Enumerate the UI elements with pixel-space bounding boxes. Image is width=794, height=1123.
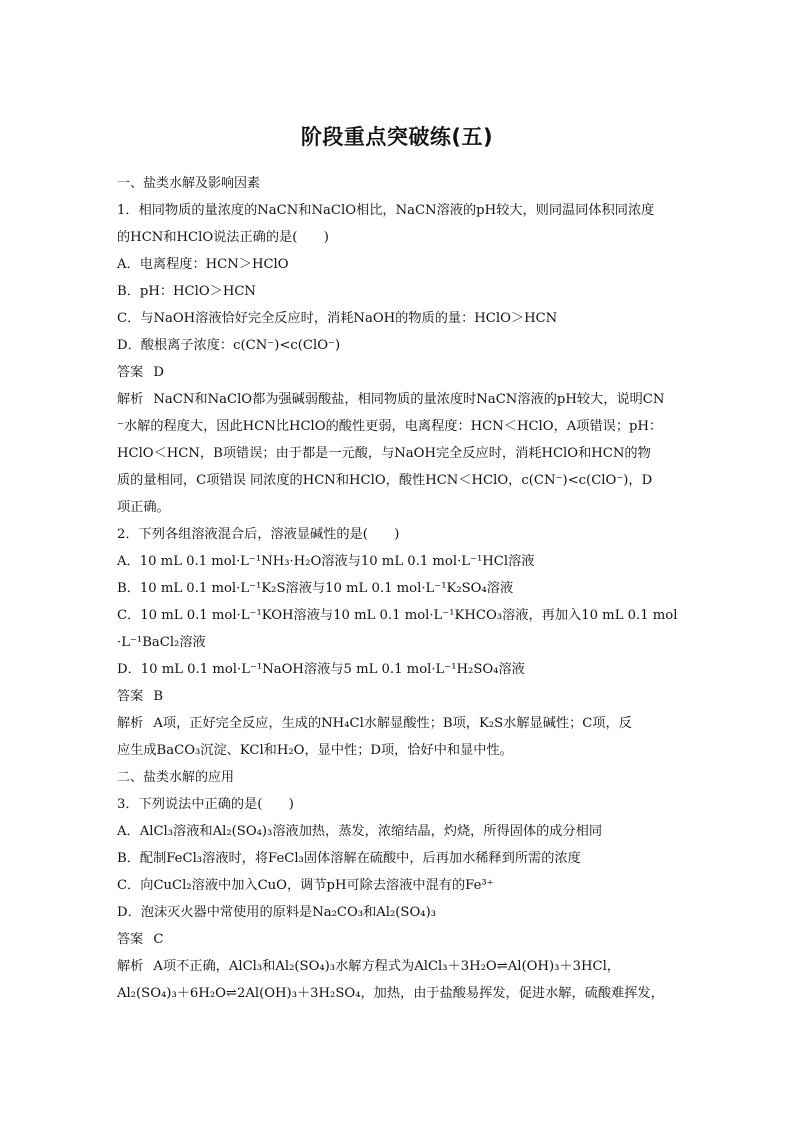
q1-option-b: B．pH：HClO＞HCN [117, 284, 256, 299]
analysis-label: 解析 [117, 392, 144, 407]
q3-stem: 3．下列说法中正确的是( ) [117, 797, 294, 812]
q2-option-b: B．10 mL 0.1 mol·L⁻¹K₂S溶液与10 mL 0.1 mol·L⁻¹K₂SO₄溶液 [117, 581, 514, 596]
q2-option-c-line-1: C．10 mL 0.1 mol·L⁻¹KOH溶液与10 mL 0.1 mol·L⁻¹KHCO₃溶液，再加入10 mL 0.1 mol [117, 608, 678, 623]
section-heading-2: 二、盐类水解的应用 [117, 770, 235, 785]
answer-label: 答案 [117, 365, 144, 380]
analysis-label: 解析 [117, 959, 144, 974]
section-heading-1: 一、盐类水解及影响因素 [117, 176, 261, 191]
q1-analysis-line-4: 质的量相同，C项错误 同浓度的HCN和HClO，酸性HCN＜HClO，c(CN⁻)<c(ClO⁻)，D [117, 473, 653, 488]
q1-analysis-line-1 [117, 386, 679, 413]
q1-option-c: C．与NaOH溶液恰好完全反应时，消耗NaOH的物质的量：HClO＞HCN [117, 311, 558, 326]
q3-option-b: B．配制FeCl₃溶液时，将FeCl₃固体溶解在硫酸中，后再加水稀释到所需的浓度 [117, 851, 581, 866]
q2-analysis-line-1 [117, 710, 679, 737]
q3-option-d: D．泡沫灭火器中常使用的原料是Na₂CO₃和Al₂(SO₄)₃ [117, 905, 436, 920]
analysis-label: 解析 [117, 716, 144, 731]
q3-option-a: A．AlCl₃溶液和Al₂(SO₄)₃溶液加热，蒸发，浓缩结晶，灼烧，所得固体的成分相同 [117, 824, 603, 839]
q3-option-c: C．向CuCl₂溶液中加入CuO，调节pH可除去溶液中混有的Fe³⁺ [117, 878, 494, 893]
q1-option-a: A．电离程度：HCN＞HClO [117, 257, 289, 272]
q3-analysis-text-1: A项不正确，AlCl₃和Al₂(SO₄)₃水解方程式为AlCl₃＋3H₂O⇌Al(OH)₃＋3HCl， [153, 959, 620, 974]
q2-option-a: A．10 mL 0.1 mol·L⁻¹NH₃·H₂O溶液与10 mL 0.1 mol·L⁻¹HCl溶液 [117, 554, 535, 569]
page-title: 阶段重点突破练(五) [300, 125, 494, 149]
q1-stem-line-1: 1．相同物质的量浓度的NaCN和NaClO相比，NaCN溶液的pH较大，则同温同体积同浓度 [117, 203, 655, 218]
q3-analysis-line-1 [117, 953, 679, 980]
q1-answer-value: D [153, 365, 164, 380]
q2-analysis-line-2: 应生成BaCO₃沉淀、KCl和H₂O，显中性；D项，恰好中和显中性。 [117, 743, 513, 758]
q2-answer-value: B [153, 689, 164, 704]
q2-option-c-line-2: ·L⁻¹BaCl₂溶液 [117, 635, 206, 650]
answer-label: 答案 [117, 689, 144, 704]
q1-analysis-text-1: NaCN和NaClO都为强碱弱酸盐，相同物质的量浓度时NaCN溶液的pH较大，说明CN [153, 392, 665, 407]
answer-label: 答案 [117, 932, 144, 947]
q3-answer [117, 926, 679, 953]
q1-analysis-line-2: ⁻水解的程度大，因此HCN比HClO的酸性更弱，电离程度：HCN＜HClO，A项错误；pH： [117, 419, 663, 434]
q1-stem-line-2: 的HCN和HClO说法正确的是( ) [117, 230, 329, 245]
q2-option-d: D．10 mL 0.1 mol·L⁻¹NaOH溶液与5 mL 0.1 mol·L⁻¹H₂SO₄溶液 [117, 662, 525, 677]
q1-analysis-line-3: HClO＜HCN，B项错误；由于都是一元酸，与NaOH完全反应时，消耗HClO和HCN的物 [117, 446, 651, 461]
document-body [117, 170, 679, 1007]
q2-stem: 2．下列各组溶液混合后，溶液显碱性的是( ) [117, 527, 400, 542]
q3-answer-value: C [153, 932, 164, 947]
q3-analysis-line-2: Al₂(SO₄)₃＋6H₂O⇌2Al(OH)₃＋3H₂SO₄，加热，由于盐酸易挥发，促进水解，硫酸难挥发， [117, 986, 664, 1001]
q2-answer [117, 683, 679, 710]
q1-option-d: D．酸根离子浓度：c(CN⁻)<c(ClO⁻) [117, 338, 341, 353]
q1-answer [117, 359, 679, 386]
q2-analysis-text-1: A项，正好完全反应，生成的NH₄Cl水解显酸性；B项，K₂S水解显碱性；C项，反 [153, 716, 632, 731]
q1-analysis-line-5: 项正确。 [117, 500, 170, 515]
